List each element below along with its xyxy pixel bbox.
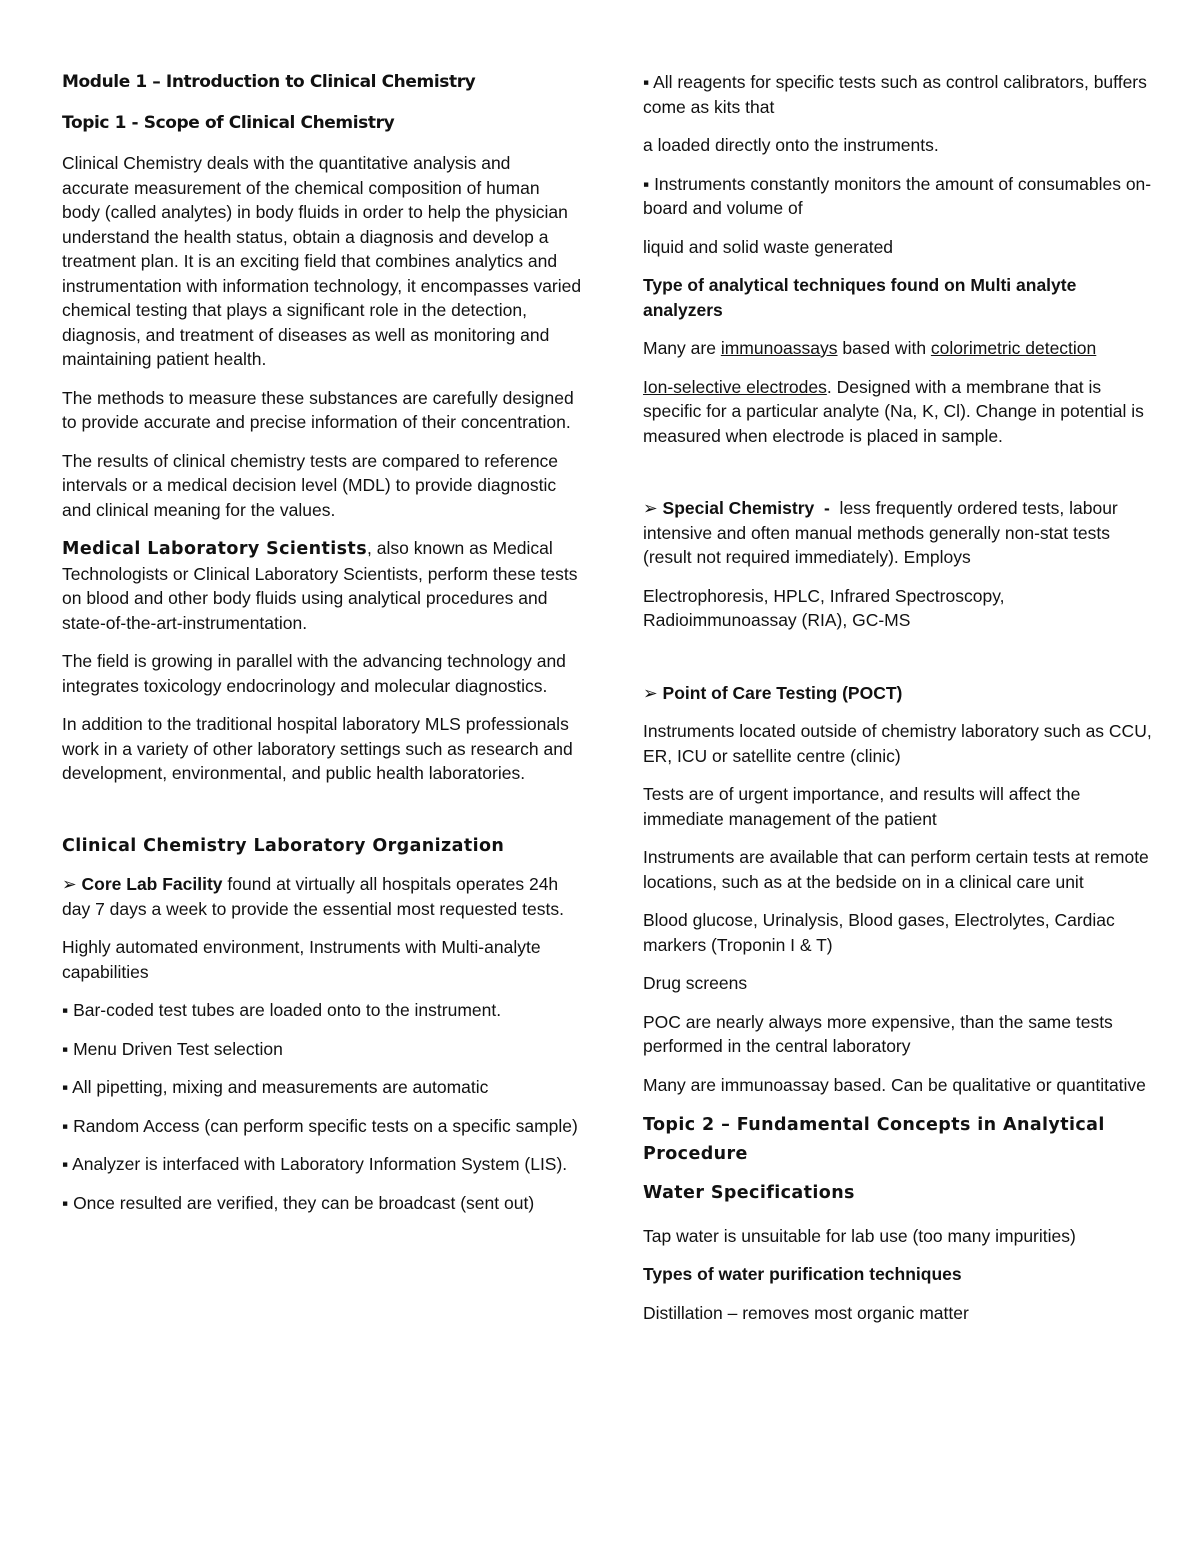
poct-item: POC are nearly always more expensive, than the same tests performed in the central laboratory	[643, 1011, 1113, 1056]
mls-paragraph	[62, 536, 582, 635]
poct-item: Tests are of urgent importance, and results will affect the immediate management of the patient	[643, 784, 1081, 829]
immunoassay-text-a: Many are	[643, 338, 721, 358]
poct-term: Point of Care Testing (POCT)	[662, 682, 903, 703]
special-arrow: ➢	[643, 498, 663, 518]
bullet-item: ▪ Menu Driven Test selection	[62, 1038, 283, 1059]
organization-title: Clinical Chemistry Laboratory Organization	[62, 835, 505, 856]
special-methods: Electrophoresis, HPLC, Infrared Spectroscopy, Radioimmunoassay (RIA), GC-MS	[643, 585, 1005, 630]
reagents-bullet: ▪ All reagents for specific tests such as control calibrators, buffers come as kits that	[643, 72, 1147, 117]
immunoassays-link: immunoassays	[720, 338, 838, 358]
methods-paragraph: The methods to measure these substances are carefully designed to provide accurate and precise information of their concentration.	[62, 387, 574, 432]
ise-text: . Designed with a membrane that is specific for a particular analyte (Na, K, Cl). Change in potential is measured when electrode is placed in sample.	[643, 376, 1144, 446]
bullet-item: ▪ All pipetting, mixing and measurements are automatic	[62, 1077, 489, 1097]
bullet-item: ▪ Random Access (can perform specific tests on a specific sample)	[62, 1115, 578, 1136]
consumables-continued: liquid and solid waste generated	[643, 236, 894, 257]
immunoassay-paragraph	[643, 336, 1158, 361]
poct-item: Instruments located outside of chemistry laboratory such as CCU, ER, ICU or satellite centre (clinic)	[643, 721, 1152, 766]
topic1-title: Topic 1 - Scope of Clinical Chemistry	[62, 112, 395, 133]
field-paragraph: The field is growing in parallel with the advancing technology and integrates toxicology endocrinology and molecular diagnostics.	[62, 651, 566, 696]
left-column	[62, 70, 582, 1229]
colorimetric-link: colorimetric detection	[930, 338, 1097, 358]
special-chemistry-paragraph	[643, 496, 1158, 570]
immunoassay-text-b: based with	[837, 338, 931, 358]
core-lab-text: found at virtually all hospitals operates 24h day 7 days a week to provide the essential most requested tests.	[62, 874, 564, 919]
settings-paragraph: In addition to the traditional hospital laboratory MLS professionals work in a variety of other laboratory settings such as research and development, environmental, and public health laboratories.	[62, 714, 573, 783]
poct-item: Drug screens	[643, 973, 748, 993]
reagents-continued: a loaded directly onto the instruments.	[643, 135, 939, 155]
purification-title: Types of water purification techniques	[643, 1264, 962, 1284]
core-lab-arrow: ➢	[62, 874, 82, 894]
intro-paragraph: Clinical Chemistry deals with the quantitative analysis and accurate measurement of the chemical composition of human body (called analytes) in body fluids in order to help the physician understand the health status, obtain a diagnosis and develop a treatment plan. It is an exciting field that combines analytics and instrumentation with information technology, it encompasses varied chemical testing that plays a significant role in the detection, diagnosis, and treatment of diseases as well as monitoring and maintaining patient health.	[62, 153, 582, 369]
special-term: Special Chemistry -	[662, 498, 830, 518]
bullet-item: ▪ Bar-coded test tubes are loaded onto to the instrument.	[62, 1000, 502, 1020]
poct-item: Blood glucose, Urinalysis, Blood gases, Electrolytes, Cardiac markers (Troponin I & T)	[643, 910, 1115, 955]
poct-item: Many are immunoassay based. Can be qualitative or quantitative	[643, 1074, 1146, 1095]
ise-term: Ion-selective electrodes	[643, 376, 827, 397]
results-paragraph: The results of clinical chemistry tests are compared to reference intervals or a medical decision level (MDL) to provide diagnostic and clinical meaning for the values.	[62, 450, 559, 520]
tap-water-paragraph: Tap water is unsuitable for lab use (too many impurities)	[643, 1225, 1076, 1246]
right-column	[643, 70, 1158, 1339]
poct-item: Instruments are available that can perform certain tests at remote locations, such as at the bedside on in a clinical care unit	[643, 847, 1149, 892]
consumables-bullet: ▪ Instruments constantly monitors the amount of consumables on-board and volume of	[643, 173, 1152, 218]
core-lab-paragraph	[62, 872, 582, 921]
topic2-title: Topic 2 – Fundamental Concepts in Analytical Procedure	[643, 1115, 1105, 1164]
core-lab-term: Core Lab Facility	[81, 874, 223, 894]
bullet-item: ▪ Analyzer is interfaced with Laboratory Information System (LIS).	[62, 1154, 568, 1174]
mls-term: Medical Laboratory Scientists	[62, 539, 368, 559]
poct-arrow: ➢	[643, 682, 663, 703]
distillation-paragraph: Distillation – removes most organic matter	[643, 1302, 969, 1323]
automation-paragraph: Highly automated environment, Instruments with Multi-analyte capabilities	[62, 937, 541, 982]
techniques-title: Type of analytical techniques found on Multi analyte analyzers	[643, 275, 1077, 320]
poct-title	[643, 681, 1158, 706]
special-text: less frequently ordered tests, labour intensive and often manual methods generally non-stat tests (result not required immediately). Employs	[643, 498, 1123, 567]
module-title: Module 1 – Introduction to Clinical Chemistry	[62, 72, 476, 92]
water-title: Water Specifications	[643, 1183, 855, 1203]
bullet-item: ▪ Once resulted are verified, they can be broadcast (sent out)	[62, 1192, 535, 1213]
mls-text: , also known as Medical Technologists or Clinical Laboratory Scientists, perform these tests on blood and other body fluids using analytical procedures and state-of-the-art-instrumentation.	[62, 538, 578, 633]
ise-paragraph	[643, 375, 1158, 449]
